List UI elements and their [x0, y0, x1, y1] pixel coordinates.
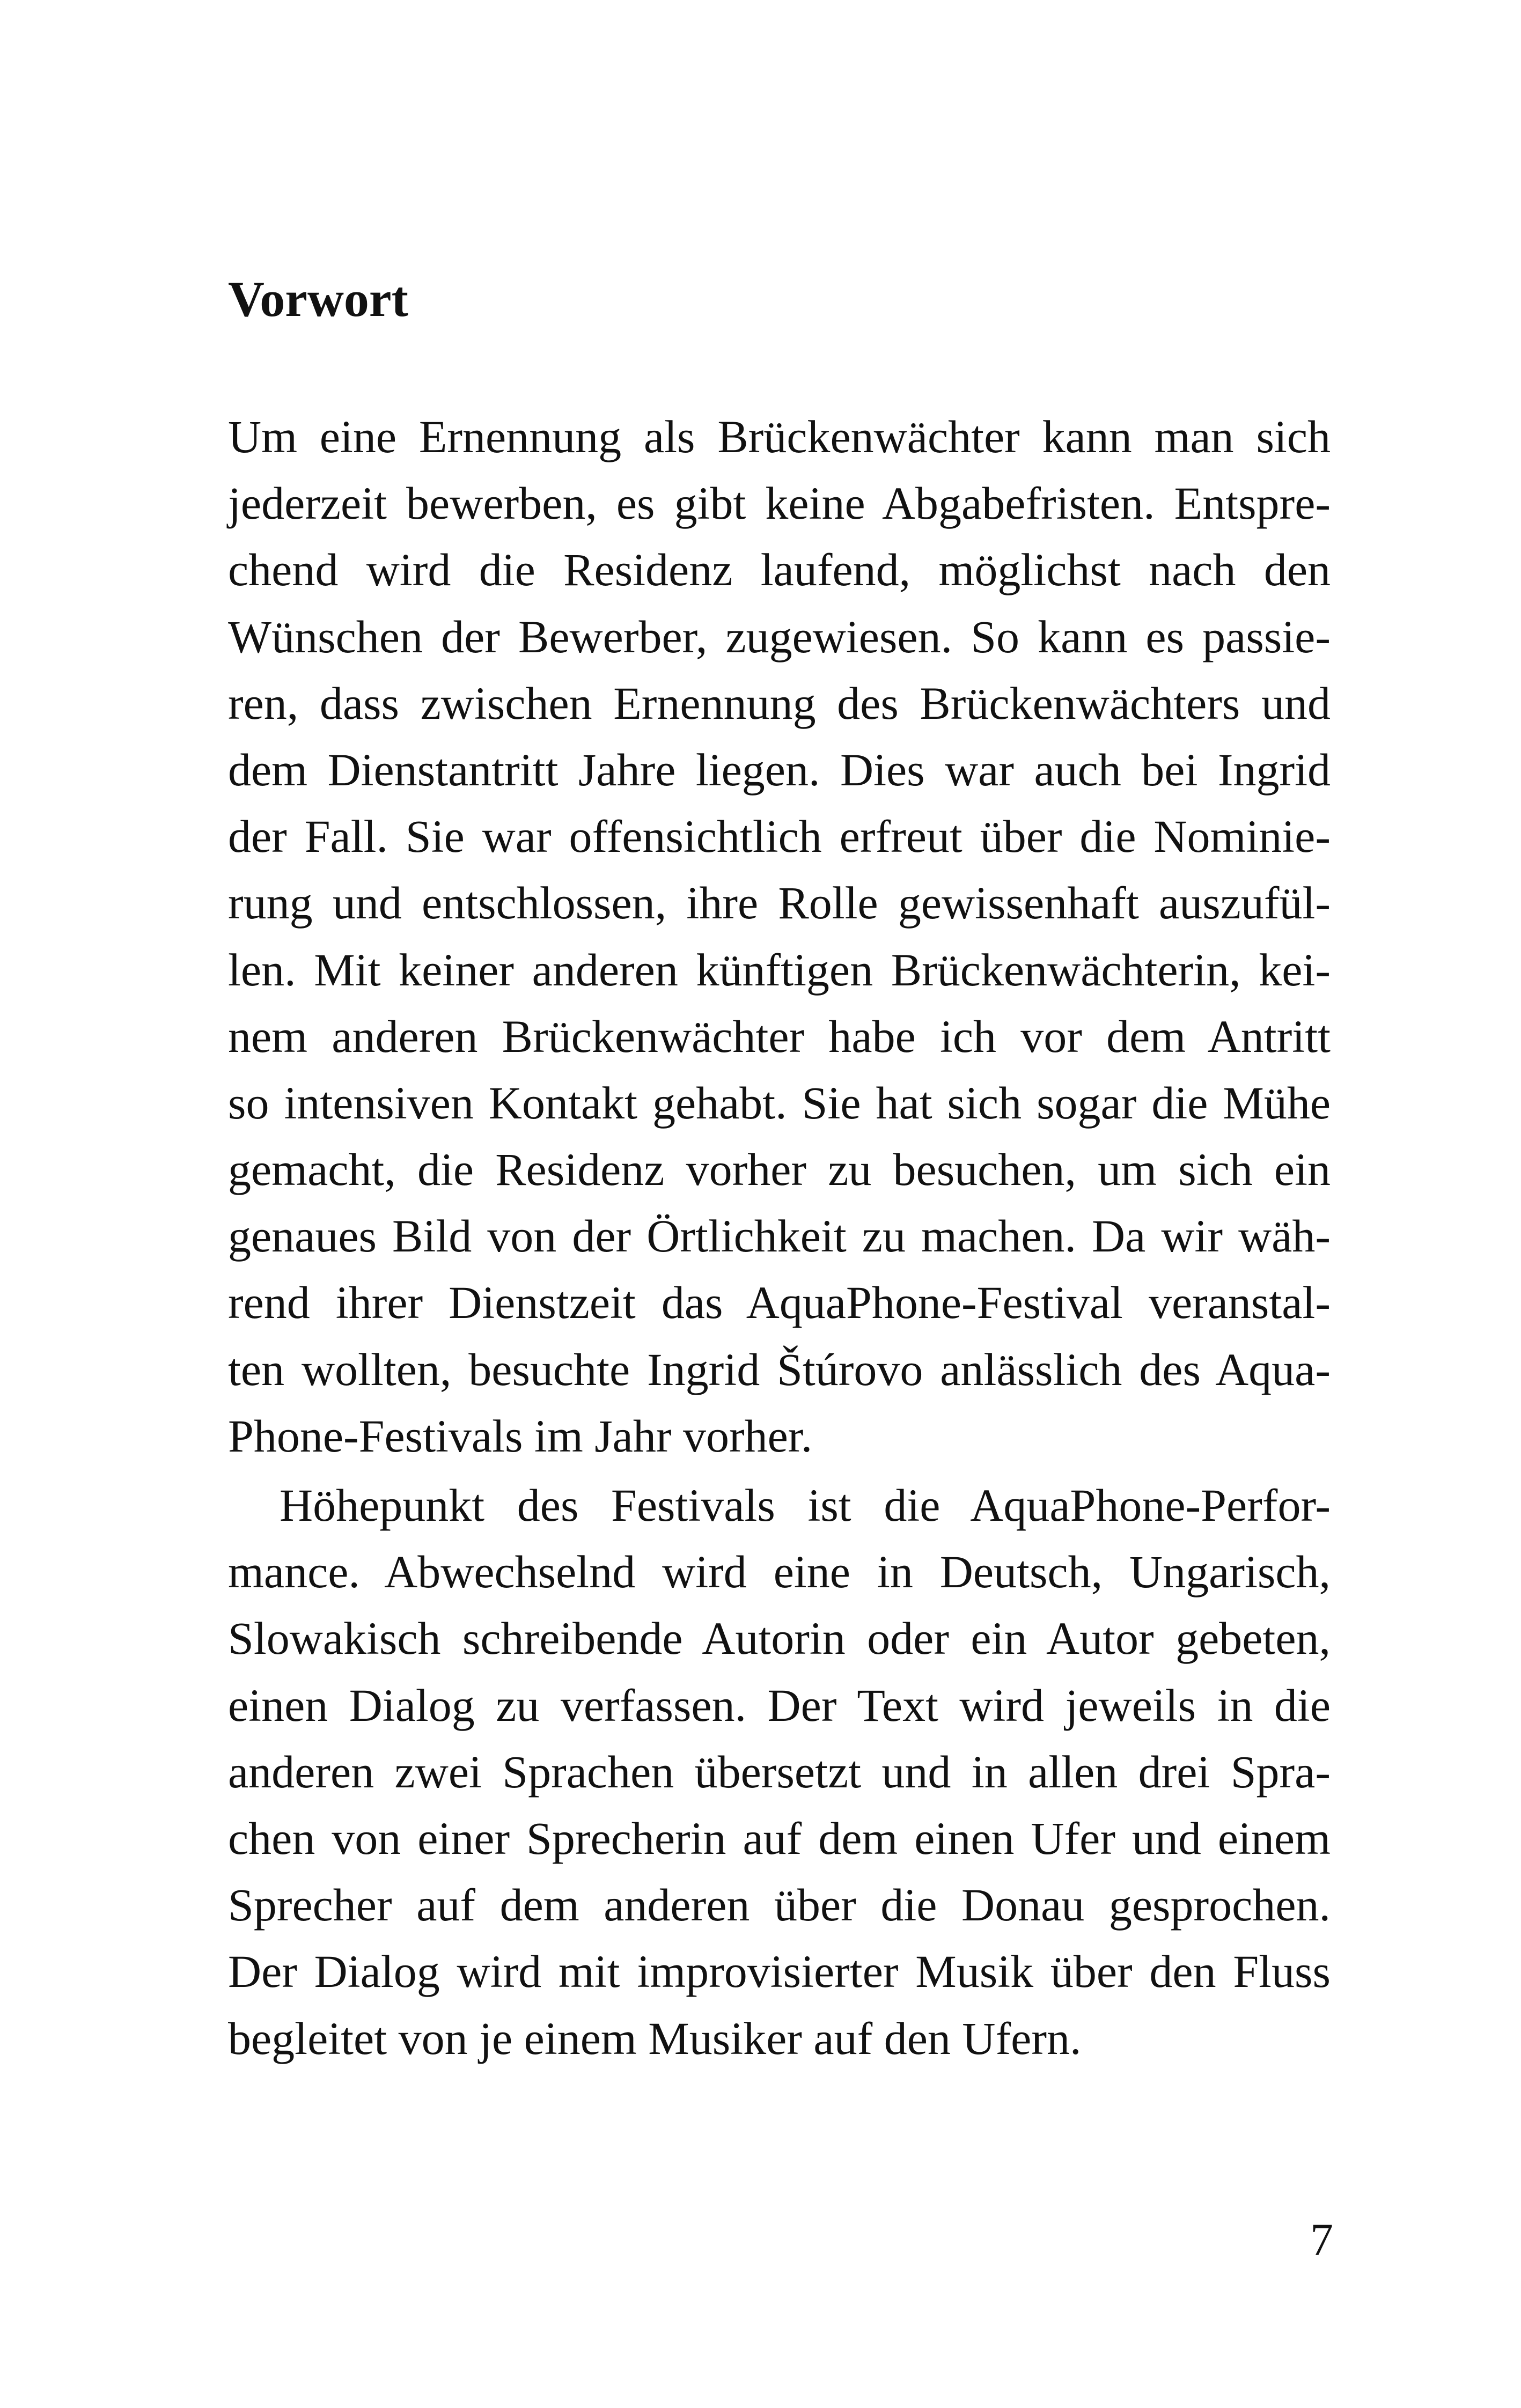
text-line: Der Dialog wird mit improvisierter Musik über den Fluss	[228, 1946, 1331, 1998]
text-line: Slowakisch schreibende Autorin oder ein Autor gebeten,	[228, 1612, 1331, 1665]
text-line: anderen zwei Sprachen übersetzt und in allen drei Spra-	[228, 1746, 1331, 1798]
text-line: einen Dialog zu verfassen. Der Text wird jeweils in die	[228, 1679, 1331, 1731]
text-line: nem anderen Brückenwächter habe ich vor dem Antritt	[228, 1010, 1331, 1062]
text-line: chen von einer Sprecherin auf dem einen Ufer und einem	[228, 1812, 1331, 1864]
text-line: Sprecher auf dem anderen über die Donau gesprochen.	[228, 1879, 1331, 1931]
chapter-heading: Vorwort	[228, 271, 408, 327]
text-line: rung und entschlossen, ihre Rolle gewissenhaft auszufül-	[228, 877, 1331, 929]
text-line: Phone-Festivals im Jahr vorher.	[228, 1410, 813, 1462]
text-line: begleitet von je einem Musiker auf den Ufern.	[228, 2012, 1082, 2064]
text-line: jederzeit bewerben, es gibt keine Abgabefristen. Entspre-	[228, 477, 1331, 529]
text-line: so intensiven Kontakt gehabt. Sie hat sich sogar die Mühe	[228, 1077, 1331, 1129]
text-line: Um eine Ernennung als Brückenwächter kann man sich	[228, 411, 1331, 462]
text-line: mance. Abwechselnd wird eine in Deutsch, Ungarisch,	[228, 1546, 1331, 1598]
text-line: rend ihrer Dienstzeit das AquaPhone-Festival veranstal-	[228, 1277, 1331, 1329]
paragraph-2	[228, 1472, 1331, 2072]
paragraph-1	[228, 403, 1331, 1469]
text-line: Höhepunkt des Festivals ist die AquaPhone-Perfor-	[280, 1479, 1331, 1531]
text-line: der Fall. Sie war offensichtlich erfreut über die Nominie-	[228, 811, 1331, 863]
text-line: ren, dass zwischen Ernennung des Brückenwächters und	[228, 677, 1331, 729]
text-line: Wünschen der Bewerber, zugewiesen. So kann es passie-	[228, 610, 1331, 662]
text-line: genaues Bild von der Örtlichkeit zu machen. Da wir wäh-	[228, 1210, 1331, 1262]
text-line: ten wollten, besuchte Ingrid Štúrovo anlässlich des Aqua-	[228, 1343, 1331, 1395]
page-number: 7	[1310, 2214, 1333, 2265]
text-line: len. Mit keiner anderen künftigen Brückenwächterin, kei-	[228, 944, 1331, 996]
text-line: gemacht, die Residenz vorher zu besuchen, um sich ein	[228, 1144, 1331, 1196]
text-line: dem Dienstantritt Jahre liegen. Dies war auch bei Ingrid	[228, 743, 1331, 796]
text-line: chend wird die Residenz laufend, möglichst nach den	[228, 544, 1331, 596]
